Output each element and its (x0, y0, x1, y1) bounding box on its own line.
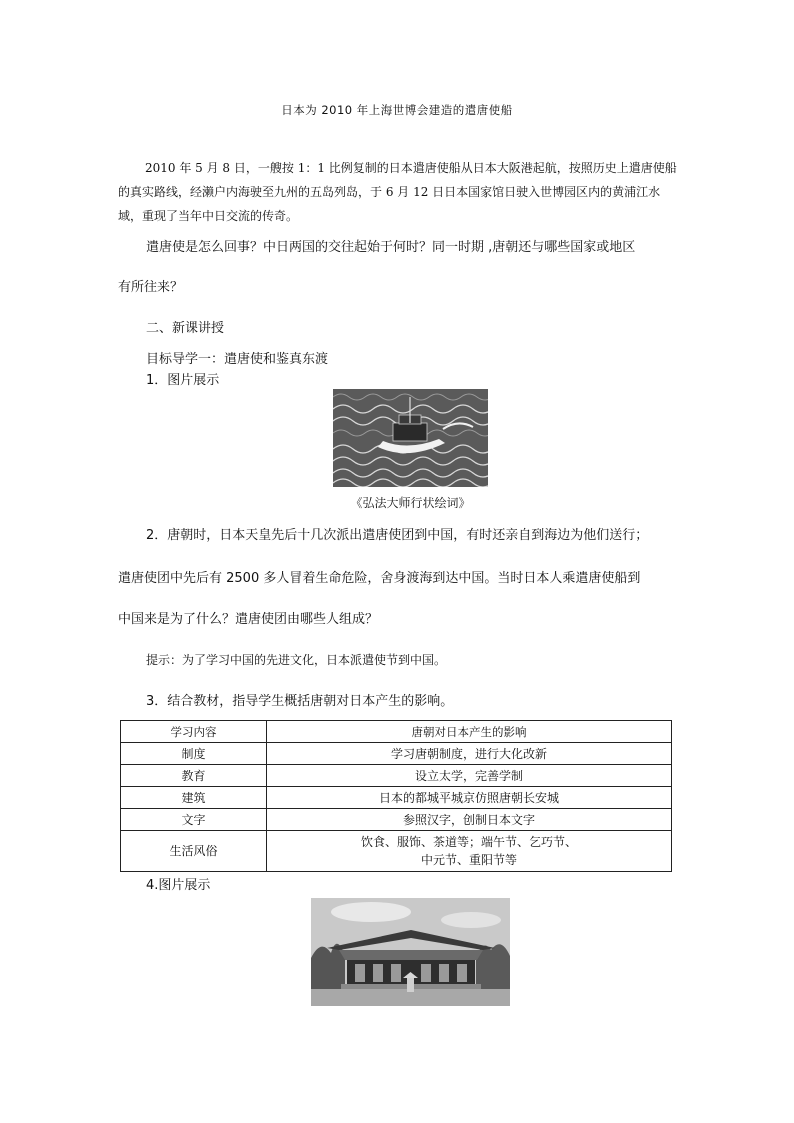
table-cell: 生活风俗 (121, 831, 267, 872)
image-1-caption: 《弘法大师行状绘词》 (350, 496, 471, 510)
table-cell: 文字 (121, 809, 267, 831)
table-cell: 学习唐朝制度，进行大化改新 (267, 743, 672, 765)
section-heading: 二、新课讲授 (146, 321, 225, 336)
item-1-label: 1．图片展示 (146, 373, 220, 388)
envoy-ship-painting-art (333, 389, 488, 487)
item-2-line-3: 中国来是为了什么？遣唐使团由哪些人组成？ (118, 612, 379, 627)
item-2-line-2: 遣唐使团中先后有 2500 多人冒着生命危险，舍身渡海到达中国。当时日本人乘遣唐使船到 (118, 571, 641, 586)
goal-heading: 目标导学一：遣唐使和鉴真东渡 (146, 352, 329, 367)
table-cell-multiline (267, 831, 672, 872)
table-cell-line: 中元节、重阳节等 (420, 853, 517, 867)
hint-text: 提示：为了学习中国的先进文化，日本派遣使节到中国。 (146, 653, 447, 667)
table-row (121, 809, 672, 831)
table-header-cell: 唐朝对日本产生的影响 (267, 721, 672, 743)
table-cell: 日本的都城平城京仿照唐朝长安城 (267, 787, 672, 809)
intro-paragraph (118, 156, 683, 228)
influence-table (120, 720, 672, 872)
table-header-cell: 学习内容 (121, 721, 267, 743)
item-3-label: 3．结合教材，指导学生概括唐朝对日本产生的影响。 (146, 694, 454, 709)
table-cell: 建筑 (121, 787, 267, 809)
table-row (121, 831, 672, 872)
envoy-ship-painting (333, 389, 488, 487)
question-line-1: 遣唐使是怎么回事？中日两国的交往起始于何时？同一时期 ,唐朝还与哪些国家或地区 (146, 240, 636, 255)
item-2-line-1: 2．唐朝时，日本天皇先后十几次派出遣唐使团到中国，有时还亲自到海边为他们送行； (146, 528, 649, 543)
temple-photo-art (311, 898, 510, 1006)
question-line-2: 有所往来？ (118, 280, 184, 295)
table-cell: 参照汉字，创制日本文字 (267, 809, 672, 831)
table-cell: 设立太学，完善学制 (267, 765, 672, 787)
table-row (121, 765, 672, 787)
table-row (121, 743, 672, 765)
table-cell-line: 饮食、服饰、茶道等；端午节、乞巧节、 (360, 835, 577, 849)
item-4-label: 4.图片展示 (146, 878, 211, 893)
table-row (121, 787, 672, 809)
intro-text: 2010 年 5 月 8 日，一艘按 1：1 比例复制的日本遣唐使船从日本大阪港起航，按照历史上遣唐使船的真实路线，经濑户内海驶至九州的五岛列岛，于 6 月 12 日日本国家馆日驶入世博园区内的黄浦江水域，重现了当年中日交流的传奇。 (118, 161, 677, 223)
temple-photo (311, 898, 510, 1006)
page-title: 日本为 2010 年上海世博会建造的遣唐使船 (281, 103, 513, 117)
table-header-row (121, 721, 672, 743)
table-cell: 制度 (121, 743, 267, 765)
table-cell: 教育 (121, 765, 267, 787)
